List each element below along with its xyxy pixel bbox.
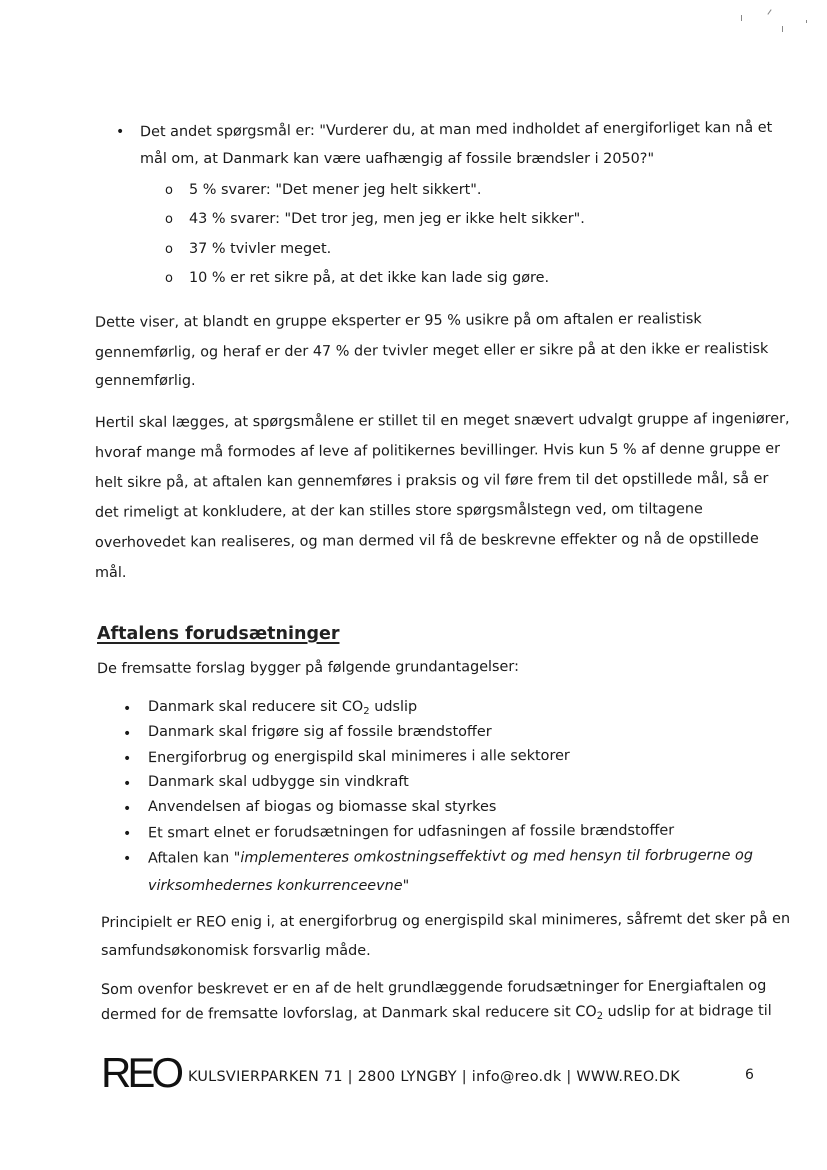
assumption-smart-grid: Et smart elnet er forudsætningen for udfasningen af fossile brændstoffer <box>147 822 675 842</box>
sub-bullet-icon: o <box>165 183 173 198</box>
q2-intro-line1: Det andet spørgsmål er: "Vurderer du, at man med indholdet af energiforliget kan nå et <box>139 119 773 141</box>
assumption-cost-effective-cont: virksomhedernes konkurrenceevne" <box>148 878 410 894</box>
paragraph-2-line-5: overhovedet kan realiseres, og man dermed vil få de beskrevne effekter og nå de opstillede <box>94 530 759 552</box>
paragraph-1-line-3: gennemførlig. <box>95 373 196 389</box>
paragraph-4-line-1: Som ovenfor beskrevet er en af de helt grundlæggende forudsætninger for Energiaftalen og <box>100 977 767 999</box>
paragraph-2-line-3: helt sikre på, at aftalen kan gennemføres i praksis og vil føre frem til det opstillede mål, så er <box>94 470 769 492</box>
sub-bullet-icon: o <box>165 271 173 286</box>
page-number: 6 <box>745 1067 754 1083</box>
paragraph-1-line-2: gennemførlig, og heraf er der 47 % der tvivler meget eller er sikre på at den ikke er realistisk <box>94 340 769 362</box>
paragraph-2-line-2: hvoraf mange må formodes af leve af politikernes bevillinger. Hvis kun 5 % af denne gruppe er <box>94 440 781 462</box>
paragraph-3-line-2: samfundsøkonomisk forsvarlig måde. <box>101 943 371 959</box>
bullet-icon: • <box>123 751 132 767</box>
assumption-wind: Danmark skal udbygge sin vindkraft <box>148 774 409 790</box>
reo-logo: REO <box>101 1049 181 1096</box>
paragraph-2-line-4: det rimeligt at konkludere, at der kan stilles store spørgsmålstegn ved, om tiltagene <box>94 501 703 521</box>
section-intro: De fremsatte forslag bygger på følgende grundantagelser: <box>96 658 519 678</box>
assumption-cost-effective: Aftalen kan "implementeres omkostningseffektivt og med hensyn til forbrugerne og <box>147 847 753 867</box>
bullet-icon: • <box>123 701 132 717</box>
assumption-fossil: Danmark skal frigøre sig af fossile brændstoffer <box>148 724 492 740</box>
bullet-icon: • <box>123 776 132 792</box>
assumption-co2: Danmark skal reducere sit $CO_2$ udslip <box>148 699 418 717</box>
section-heading: Aftalens forudsætninger <box>97 624 340 644</box>
assumption-biogas: Anvendelsen af biogas og biomasse skal styrkes <box>148 799 497 815</box>
paragraph-3-line-1: Principielt er REO enig i, at energiforbrug og energispild skal minimeres, såfremt det sker på en <box>100 910 791 932</box>
bullet-icon: • <box>123 801 132 817</box>
sub-bullet-icon: o <box>165 242 173 257</box>
bullet-icon: • <box>116 124 125 140</box>
paragraph-4-line-2: dermed for de fremsatte lovforslag, at Danmark skal reducere sit $CO_2$ udslip for at bidrage til <box>100 1002 772 1024</box>
q2-answer-3: 37 % tvivler meget. <box>189 241 332 257</box>
bullet-icon: • <box>123 726 132 742</box>
sub-bullet-icon: o <box>165 212 173 227</box>
paragraph-2-line-1: Hertil skal lægges, at spørgsmålene er stillet til en meget snævert udvalgt gruppe af ingeniører, <box>94 410 790 432</box>
footer-address: KULSVIERPARKEN 71 | 2800 LYNGBY | info@reo.dk | WWW.REO.DK <box>188 1069 680 1085</box>
paragraph-1-line-1: Dette viser, at blandt en gruppe eksperter er 95 % usikre på om aftalen er realistisk <box>94 311 702 331</box>
q2-answer-1: 5 % svarer: "Det mener jeg helt sikkert". <box>189 182 482 198</box>
bullet-icon: • <box>123 826 132 842</box>
q2-answer-2: 43 % svarer: "Det tror jeg, men jeg er ikke helt sikker". <box>189 211 585 227</box>
q2-answer-4: 10 % er ret sikre på, at det ikke kan lade sig gøre. <box>189 270 550 286</box>
paragraph-2-line-6: mål. <box>95 565 127 581</box>
bullet-icon: • <box>123 851 132 867</box>
assumption-energy: Energiforbrug og energispild skal minimeres i alle sektorer <box>147 747 570 767</box>
q2-intro-line2: mål om, at Danmark kan være uafhængig af fossile brændsler i 2050?" <box>140 151 655 167</box>
